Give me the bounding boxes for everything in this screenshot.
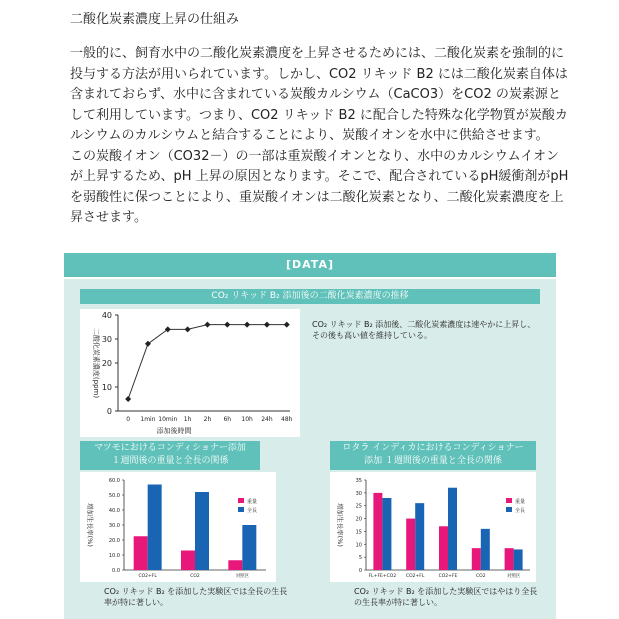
x-tick-label: 24h	[261, 416, 273, 423]
legend-label: 重量	[247, 499, 258, 505]
x-axis-label: 添加後時間	[156, 427, 192, 435]
x-tick-label: FL+FE+CO2	[368, 574, 397, 579]
legend-swatch	[238, 507, 244, 512]
bar-weight	[439, 526, 448, 570]
data-point	[204, 322, 210, 328]
data-panel	[64, 279, 556, 619]
y-axis-label: 増加生長率(%)	[86, 503, 94, 547]
chart2-note: CO₂ リキッド B₂ を添加した実験区では全長の生長率が特に著しい。	[104, 587, 288, 607]
y-tick-label: 30.0	[108, 523, 120, 529]
chart3-title	[330, 441, 536, 470]
bar-length	[448, 488, 457, 570]
data-point	[185, 326, 191, 332]
chart1-title: CO₂ リキッド B₂ 添加後の二酸化炭素濃度の推移	[80, 289, 540, 304]
bar-weight	[472, 548, 481, 570]
rotala-bar-chart	[330, 472, 536, 582]
chart2-title-line1: マツモにおけるコンディショナー添加	[94, 443, 246, 453]
y-tick-label: 30	[101, 335, 112, 344]
x-tick-label: 1h	[183, 416, 192, 423]
y-tick-label: 20.0	[108, 538, 120, 544]
bar-weight	[373, 493, 382, 570]
x-tick-label: CO2+FL	[138, 574, 157, 579]
chart2-title-line2: １週間後の重量と全長の関係	[111, 456, 229, 466]
y-tick-label: 0	[106, 407, 112, 416]
bar-length	[481, 529, 490, 570]
x-tick-label: CO2	[190, 574, 200, 579]
y-tick-label: 5	[358, 555, 362, 562]
y-tick-label: 10.0	[108, 553, 120, 559]
chart3-title-line1: ロタラ インディカにおけるコンディショナー	[342, 443, 524, 453]
bar-length	[195, 492, 209, 570]
x-tick-label: 1min	[140, 416, 156, 423]
y-axis-label: 増加生長率(%)	[336, 503, 344, 547]
legend-label: 重量	[515, 499, 526, 505]
chart1-box	[80, 309, 300, 437]
data-section-header: [DATA]	[64, 253, 556, 277]
chart3-box	[330, 472, 536, 582]
y-tick-label: 20	[101, 359, 112, 368]
bar-weight	[181, 551, 195, 571]
data-point	[224, 322, 230, 328]
page-title: 二酸化炭素濃度上昇の仕組み	[70, 12, 240, 27]
legend-swatch	[238, 498, 244, 503]
bar-weight	[406, 519, 415, 570]
data-point	[264, 322, 270, 328]
co2-line-chart	[80, 309, 300, 437]
chart3-title-line2: 添加 １週間後の重量と全長の関係	[364, 456, 502, 466]
legend-label: 全長	[247, 508, 258, 514]
bar-weight	[505, 548, 514, 570]
data-point	[125, 396, 131, 402]
y-tick-label: 20	[355, 516, 362, 523]
chart1-note: CO₂ リキッド B₂ 添加後、二酸化炭素濃度は速やかに上昇し、その後も高い値を維持している。	[312, 320, 536, 340]
x-tick-label: 10min	[158, 416, 178, 423]
y-tick-label: 0	[358, 568, 362, 574]
matsumo-bar-chart	[80, 472, 276, 582]
y-tick-label: 60.0	[108, 478, 120, 484]
y-tick-label: 40.0	[108, 508, 120, 514]
y-tick-label: 40	[101, 311, 112, 320]
bar-length	[514, 549, 523, 570]
data-point	[244, 322, 250, 328]
y-tick-label: 35	[355, 478, 362, 484]
x-tick-label: 0	[126, 416, 131, 423]
x-tick-label: CO2+FE	[438, 574, 458, 579]
bar-length	[148, 485, 162, 571]
bar-weight	[228, 560, 242, 570]
x-tick-label: CO2+FL	[405, 574, 425, 579]
x-tick-label: 6h	[223, 416, 232, 423]
legend-swatch	[506, 507, 512, 512]
y-tick-label: 50.0	[108, 493, 120, 499]
y-tick-label: 25	[355, 503, 362, 510]
y-tick-label: 30	[355, 490, 362, 497]
y-tick-label: 10	[101, 383, 112, 392]
body-text	[70, 44, 570, 229]
x-tick-label: 10h	[241, 416, 253, 423]
legend-swatch	[506, 498, 512, 503]
x-tick-label: 対照区	[235, 574, 250, 579]
bar-length	[382, 498, 391, 570]
x-tick-label: CO2	[476, 574, 486, 579]
bar-length	[415, 503, 424, 570]
y-tick-label: 15	[355, 529, 362, 536]
x-tick-label: 48h	[281, 416, 293, 423]
y-tick-label: 10	[355, 542, 362, 549]
y-tick-label: 0.0	[112, 568, 120, 574]
x-tick-label: 対照区	[506, 574, 521, 579]
bar-length	[242, 525, 256, 570]
legend-label: 全長	[515, 508, 526, 514]
y-axis-label: 二酸化炭素濃度(ppm)	[92, 327, 100, 399]
chart2-box	[80, 472, 276, 582]
data-point	[284, 322, 290, 328]
paragraph-2: この炭酸イオン（CO32－）の一部は重炭酸イオンとなり、水中のカルシウムイオンが上昇するため、pH 上昇の原因となります。そこで、配合されているpH緩衝剤がpHを弱酸性に保つことにより、重炭酸イオンは二酸化炭素となり、二酸化炭素濃度を上昇させます。	[70, 148, 569, 225]
x-tick-label: 2h	[203, 416, 212, 423]
bar-weight	[134, 536, 148, 570]
chart2-title	[80, 441, 260, 470]
co2-series-line	[128, 325, 287, 399]
chart3-note: CO₂ リキッド B₂ を添加した実験区ではやはり全長の生長率が特に著しい。	[354, 587, 538, 607]
paragraph-1: 一般的に、飼育水中の二酸化炭素濃度を上昇させるためには、二酸化炭素を強制的に投与する方法が用いられています。しかし、CO2 リキッド B2 には二酸化炭素自体は含まれておらず、水中に含まれている炭酸カルシウム（CaCO3）をCO2 の炭素源として利用しています。つまり、CO2 リキッド B2 に配合した特殊な化学物質が炭酸カルシウムのカルシウムと結合することにより、炭酸イオンを水中に供給させます。	[70, 46, 568, 143]
